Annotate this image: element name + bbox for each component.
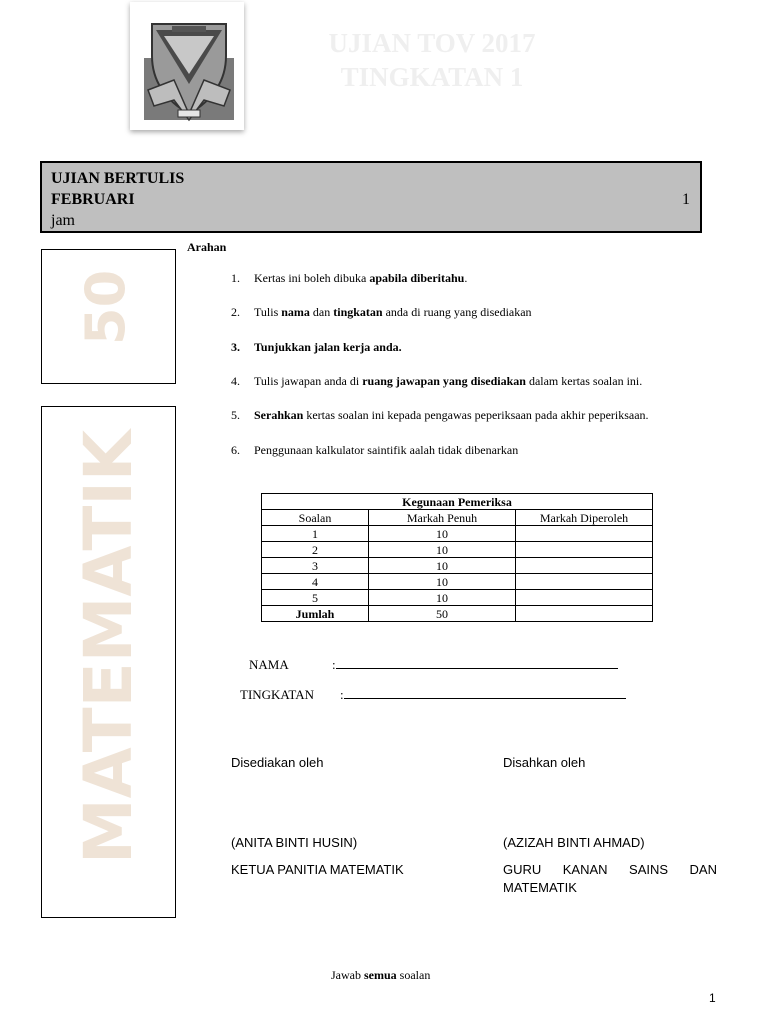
- instruction-number: 6.: [231, 443, 240, 457]
- instruction-text-part: kertas soalan ini kepada pengawas peperiksaan pada akhir peperiksaan.: [303, 408, 649, 422]
- approved-by-label: Disahkan oleh: [503, 755, 586, 770]
- class-line[interactable]: [344, 687, 626, 699]
- instruction-text-part: Tunjukkan jalan kerja anda.: [254, 340, 402, 354]
- faint-title-line-2: TINGKATAN 1: [340, 62, 524, 92]
- answer-bold: semua: [364, 968, 397, 982]
- school-logo: [130, 2, 244, 130]
- full-marks-cell: 10: [369, 542, 516, 558]
- exam-duration-number: 1: [682, 191, 690, 208]
- obtained-marks-cell[interactable]: [516, 558, 653, 574]
- subject-box: [41, 406, 176, 918]
- instruction-text-part: Tulis: [254, 305, 282, 319]
- prepared-by-name: (ANITA BINTI HUSIN): [231, 835, 358, 850]
- question-number-cell: 3: [262, 558, 369, 574]
- instruction-text-part: tingkatan: [333, 305, 383, 319]
- instruction-text-part: Serahkan: [254, 408, 304, 422]
- question-number-cell: 1: [262, 526, 369, 542]
- instruction-text: [254, 374, 642, 389]
- class-field[interactable]: [340, 687, 626, 703]
- table-total-obtained[interactable]: [516, 606, 653, 622]
- instruction-number: 2.: [231, 305, 240, 319]
- total-marks-watermark: 50: [74, 269, 137, 345]
- instruction-text-part: .: [464, 271, 468, 285]
- approved-by-name: (AZIZAH BINTI AHMAD): [503, 835, 645, 850]
- question-number-cell: 4: [262, 574, 369, 590]
- exam-month: FEBRUARI: [51, 191, 135, 208]
- full-marks-cell: 10: [369, 526, 516, 542]
- name-colon: :: [332, 657, 336, 672]
- approved-by-title-line-1: GURU KANAN SAINS DAN: [503, 862, 717, 877]
- instruction-number: 1.: [231, 271, 240, 285]
- name-line[interactable]: [336, 657, 618, 669]
- table-row: [262, 558, 653, 574]
- instruction-text-part: nama: [281, 305, 310, 319]
- table-header: Markah Penuh: [369, 510, 516, 526]
- table-header: Markah Diperoleh: [516, 510, 653, 526]
- instruction-text-part: dan: [309, 305, 334, 319]
- full-marks-cell: 10: [369, 558, 516, 574]
- instruction-text: [254, 408, 649, 423]
- class-colon: :: [340, 687, 344, 702]
- instruction-number: 5.: [231, 408, 240, 422]
- full-marks-cell: 10: [369, 574, 516, 590]
- instruction-text-part: apabila diberitahu: [369, 271, 465, 285]
- instruction-text: [254, 305, 532, 320]
- instruction-text-part: Tulis jawapan anda di: [254, 374, 363, 388]
- prepared-by-label: Disediakan oleh: [231, 755, 324, 770]
- instruction-number: 4.: [231, 374, 240, 388]
- approved-by-title-line-2: MATEMATIK: [503, 880, 577, 895]
- exam-name: UJIAN BERTULIS: [51, 170, 185, 187]
- instruction-text: [254, 271, 467, 286]
- full-marks-cell: 10: [369, 590, 516, 606]
- table-row: [262, 590, 653, 606]
- table-total-value: 50: [369, 606, 516, 622]
- instructions-heading: Arahan: [187, 240, 227, 254]
- examiner-table: [261, 493, 653, 622]
- instruction-text-part: Penggunaan kalkulator saintifik aalah tidak dibenarkan: [254, 443, 519, 457]
- exam-header-bar: [40, 161, 702, 233]
- examiner-table-wrap: [261, 493, 653, 622]
- obtained-marks-cell[interactable]: [516, 542, 653, 558]
- page-number: 1: [709, 991, 716, 1005]
- answer-suffix: soalan: [396, 968, 431, 982]
- name-field[interactable]: [332, 657, 618, 673]
- table-row: [262, 526, 653, 542]
- obtained-marks-cell[interactable]: [516, 574, 653, 590]
- question-number-cell: 5: [262, 590, 369, 606]
- obtained-marks-cell[interactable]: [516, 590, 653, 606]
- instruction-text: [254, 340, 402, 355]
- prepared-by-title: KETUA PANITIA MATEMATIK: [231, 862, 404, 877]
- answer-all-note: [331, 968, 430, 983]
- marks-box: [41, 249, 176, 384]
- question-number-cell: 2: [262, 542, 369, 558]
- obtained-marks-cell[interactable]: [516, 526, 653, 542]
- school-crest-icon: [144, 22, 234, 122]
- instruction-text-part: anda di ruang yang disediakan: [382, 305, 532, 319]
- exam-duration-unit: jam: [51, 212, 75, 229]
- instruction-text-part: Kertas ini boleh dibuka: [254, 271, 370, 285]
- table-title: Kegunaan Pemeriksa: [262, 494, 653, 510]
- class-label: TINGKATAN: [240, 687, 315, 702]
- subject-watermark: MATEMATIK: [70, 429, 147, 865]
- instruction-text-part: ruang jawapan yang disediakan: [362, 374, 526, 388]
- name-label: NAMA: [249, 657, 289, 672]
- table-total-label: Jumlah: [262, 606, 369, 622]
- table-header: Soalan: [262, 510, 369, 526]
- answer-prefix: Jawab: [331, 968, 364, 982]
- instruction-text: [254, 443, 518, 458]
- table-row: [262, 574, 653, 590]
- faint-title-line-1: UJIAN TOV 2017: [328, 28, 536, 58]
- instruction-number: 3.: [231, 340, 240, 354]
- table-row: [262, 542, 653, 558]
- instruction-text-part: dalam kertas soalan ini.: [525, 374, 643, 388]
